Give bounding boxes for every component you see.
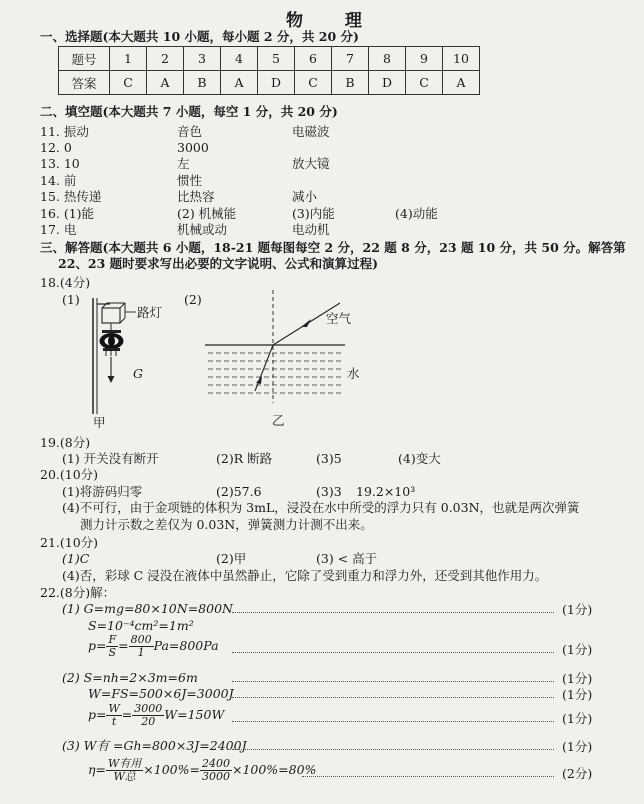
numerator: 3000 — [134, 702, 163, 715]
score-mark: (1分) — [562, 602, 593, 617]
formula-text: = — [118, 638, 129, 653]
denominator: W总 — [113, 770, 136, 783]
q21-answer: (3) < 高于 — [316, 551, 378, 566]
fill-cell: 机械或动 — [177, 222, 228, 237]
q19-answer: (3)5 — [316, 451, 342, 466]
section1-heading: 一、选择题(本大题共 10 小题，每小题 2 分，共 20 分) — [40, 29, 359, 44]
score-mark: (1分) — [562, 671, 593, 686]
dot-leader — [232, 721, 554, 722]
score-mark: (1分) — [562, 711, 593, 726]
table-cell: A — [443, 71, 480, 95]
fill-cell: 15. 热传递 — [40, 189, 102, 204]
q22-step: (1) G=mg=80×10N=800N — [62, 601, 233, 616]
q22-formula — [88, 634, 219, 659]
table-cell: D — [369, 71, 406, 95]
table-row — [59, 47, 480, 71]
fill-cell: 惯性 — [177, 173, 203, 188]
score-mark: (1分) — [562, 739, 593, 754]
q21-answer: (1)C — [62, 551, 90, 566]
denominator: 3000 — [201, 770, 230, 783]
q21-label: 21.(10分) — [40, 535, 99, 550]
figure-yi-label: 乙 — [272, 413, 285, 428]
q18-label: 18.(4分) — [40, 275, 91, 290]
table-cell: 4 — [221, 47, 258, 71]
fill-cell: 左 — [177, 156, 190, 171]
fill-cell: 比热容 — [177, 189, 215, 204]
dot-leader — [302, 776, 554, 777]
q20-answer: (1)将游码归零 — [62, 484, 143, 499]
fill-cell: 12. 0 — [40, 140, 72, 155]
dot-leader — [232, 749, 554, 750]
score-mark: (1分) — [562, 687, 593, 702]
q22-formula — [88, 703, 224, 728]
fill-cell: 17. 电 — [40, 222, 77, 237]
table-cell: C — [295, 71, 332, 95]
q22-formula — [88, 758, 316, 783]
fill-cell: (3)内能 — [292, 206, 335, 221]
fraction — [200, 758, 232, 783]
formula-text: ×100%= — [143, 762, 200, 777]
numerator: W — [108, 702, 120, 715]
dot-leader — [232, 697, 554, 698]
street-lamp-diagram — [80, 290, 190, 435]
formula-text: Pa=800Pa — [153, 638, 219, 653]
q19-answer: (1) 开关没有断开 — [62, 451, 159, 466]
q20-answer: (4)不可行，由于金项链的体积为 3mL，浸没在水中所受的浮力只有 0.03N，也就是两次弹簧 — [62, 500, 580, 515]
fill-cell: 电磁波 — [292, 124, 330, 139]
table-cell: C — [406, 71, 443, 95]
q22-step: W=FS=500×6J=3000J — [88, 686, 234, 701]
section2-heading: 二、填空题(本大题共 7 小题，每空 1 分，共 20 分) — [40, 104, 338, 119]
fill-cell: 11. 振动 — [40, 124, 89, 139]
formula-text: = — [121, 707, 133, 722]
q20-answer: 19.2×10³ — [356, 484, 416, 499]
table-row — [59, 71, 480, 95]
q22-step: S=10⁻⁴cm²=1m² — [88, 618, 194, 633]
q19-label: 19.(8分) — [40, 435, 91, 450]
table-cell: B — [332, 71, 369, 95]
fraction — [132, 703, 164, 728]
numerator: W有用 — [107, 757, 142, 770]
water-label: 水 — [347, 366, 360, 381]
score-mark: (1分) — [562, 642, 593, 657]
table-cell: 7 — [332, 47, 369, 71]
table-cell: D — [258, 71, 295, 95]
page-title: 物 理 — [286, 11, 380, 31]
fill-cell: 减小 — [292, 189, 318, 204]
q21-answer: (4)否，彩球 C 浸没在液体中虽然静止，它除了受到重力和浮力外，还受到其他作用力。 — [62, 568, 548, 583]
table-cell: 2 — [147, 47, 184, 71]
score-mark: (2分) — [562, 766, 593, 781]
numerator: F — [108, 633, 117, 646]
table-cell: 1 — [110, 47, 147, 71]
denominator: 1 — [137, 646, 145, 659]
table-cell: 10 — [443, 47, 480, 71]
fill-cell: 音色 — [177, 124, 203, 139]
table-cell: 9 — [406, 47, 443, 71]
q20-answer: (3)3 — [316, 484, 342, 499]
fraction — [106, 634, 118, 659]
q20-label: 20.(10分) — [40, 467, 99, 482]
dot-leader — [232, 652, 554, 653]
fill-cell: 13. 10 — [40, 156, 80, 171]
q19-answer: (4)变大 — [398, 451, 441, 466]
table-cell: A — [147, 71, 184, 95]
q20-answer: (2)57.6 — [216, 484, 262, 499]
fraction — [106, 758, 143, 783]
numerator: 2400 — [201, 757, 230, 770]
table-cell: C — [110, 71, 147, 95]
figure-jia-label: 甲 — [93, 415, 106, 430]
fill-cell: (2) 机械能 — [177, 206, 237, 221]
formula-text: η= — [88, 762, 106, 777]
table-cell: B — [184, 71, 221, 95]
q18-part1-label: (1) — [62, 292, 80, 307]
section3-heading-line2: 22、23 题时要求写出必要的文字说明、公式和演算过程) — [58, 256, 379, 271]
fill-cell: (4)动能 — [395, 206, 438, 221]
air-label: 空气 — [326, 311, 352, 326]
numerator: 800 — [130, 633, 152, 646]
row-label: 答案 — [59, 71, 110, 95]
fill-cell: 放大镜 — [292, 156, 330, 171]
q22-step: (2) S=nh=2×3m=6m — [62, 670, 198, 685]
fill-cell: 14. 前 — [40, 173, 77, 188]
refraction-diagram — [200, 288, 350, 408]
fill-cell: 16. (1)能 — [40, 206, 95, 221]
table-cell: 5 — [258, 47, 295, 71]
q22-step: (3) W有 =Gh=800×3J=2400J — [62, 738, 247, 753]
table-cell: 6 — [295, 47, 332, 71]
formula-text: p= — [88, 707, 107, 722]
fraction — [129, 634, 154, 659]
dot-leader — [232, 612, 554, 613]
lamp-label: 路灯 — [137, 305, 163, 320]
gravity-label: G — [133, 366, 143, 381]
q20-answer: 测力计示数之差仅为 0.03N，弹簧测力计测不出来。 — [80, 517, 373, 532]
table-cell: 3 — [184, 47, 221, 71]
fill-cell: 电动机 — [292, 222, 330, 237]
formula-text: p= — [88, 638, 107, 653]
section3-heading-line1: 三、解答题(本大题共 6 小题，18-21 题每图每空 2 分，22 题 8 分，23 题 10 分，共 50 分。解答第 — [40, 240, 626, 255]
formula-text: ×100%=80% — [231, 762, 317, 777]
q19-answer: (2)R 断路 — [216, 451, 273, 466]
answer-table — [58, 46, 480, 95]
q21-answer: (2)甲 — [216, 551, 247, 566]
q22-label: 22.(8分)解： — [40, 585, 116, 600]
denominator: t — [111, 715, 117, 728]
denominator: S — [108, 646, 117, 659]
fill-cell: 3000 — [177, 140, 209, 155]
row-label: 题号 — [59, 47, 110, 71]
dot-leader — [232, 681, 554, 682]
fraction — [106, 703, 121, 728]
table-cell: 8 — [369, 47, 406, 71]
denominator: 20 — [141, 715, 156, 728]
formula-text: W=150W — [164, 707, 225, 722]
q18-part2-label: (2) — [184, 292, 202, 307]
table-cell: A — [221, 71, 258, 95]
